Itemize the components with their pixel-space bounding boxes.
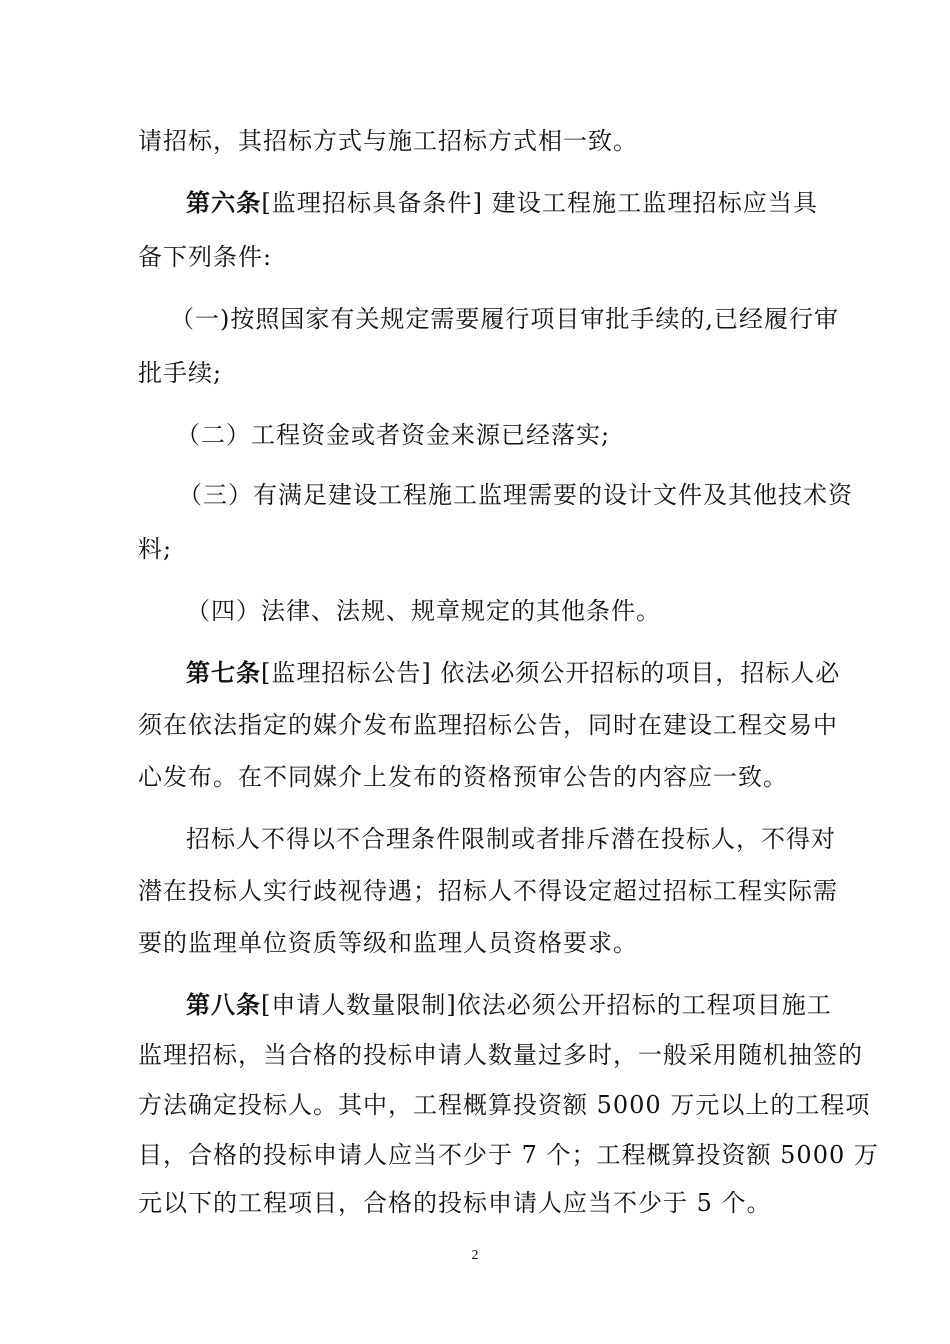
item-2: （二）工程资金或者资金来源已经落实; (176, 421, 611, 449)
paragraph-line-3: 要的监理单位资质等级和监理人员资格要求。 (138, 929, 638, 957)
item-3-line-2: 料; (138, 535, 173, 563)
article-8-line-1 (138, 990, 832, 1020)
item-4: （四）法律、法规、规章规定的其他条件。 (186, 597, 661, 625)
article-8-line-5: 元以下的工程项目，合格的投标申请人应当不少于 5 个。 (138, 1189, 772, 1217)
article-8-text: [申请人数量限制]依法必须公开招标的工程项目施工 (261, 991, 832, 1019)
article-7-line-2: 须在依法指定的媒介发布监理招标公告，同时在建设工程交易中 (138, 711, 838, 739)
article-7-line-1 (138, 658, 841, 688)
article-8-label: 第八条 (186, 990, 261, 1019)
article-7-label: 第七条 (186, 658, 261, 687)
paragraph-line-1: 招标人不得以不合理条件限制或者排斥潜在投标人，不得对 (186, 825, 836, 853)
article-8-line-2: 监理招标，当合格的投标申请人数量过多时，一般采用随机抽签的 (138, 1041, 863, 1069)
article-6-line-2: 备下列条件: (138, 243, 273, 271)
article-6-label: 第六条 (186, 188, 262, 217)
article-6-line-1 (138, 188, 818, 218)
paragraph-line-2: 潜在投标人实行歧视待遇；招标人不得设定超过招标工程实际需 (138, 877, 838, 905)
item-1-line-2: 批手续; (138, 359, 223, 387)
text-line: 请招标，其招标方式与施工招标方式相一致。 (138, 127, 638, 155)
article-7-text: [监理招标公告] 依法必须公开招标的项目，招标人必 (261, 659, 841, 687)
item-3-line-1: （三）有满足建设工程施工监理需要的设计文件及其他技术资 (178, 481, 853, 509)
article-7-line-3: 心发布。在不同媒介上发布的资格预审公告的内容应一致。 (138, 763, 788, 791)
article-8-line-3: 方法确定投标人。其中，工程概算投资额 5000 万元以上的工程项 (138, 1091, 871, 1119)
article-8-line-4: 目，合格的投标申请人应当不少于 7 个；工程概算投资额 5000 万 (138, 1141, 879, 1169)
item-1-line-1: （一)按照国家有关规定需要履行项目审批手续的,已经履行审 (170, 305, 839, 333)
page-number: 2 (471, 1248, 479, 1263)
article-6-text: [监理招标具备条件] 建设工程施工监理招标应当具 (261, 189, 819, 217)
